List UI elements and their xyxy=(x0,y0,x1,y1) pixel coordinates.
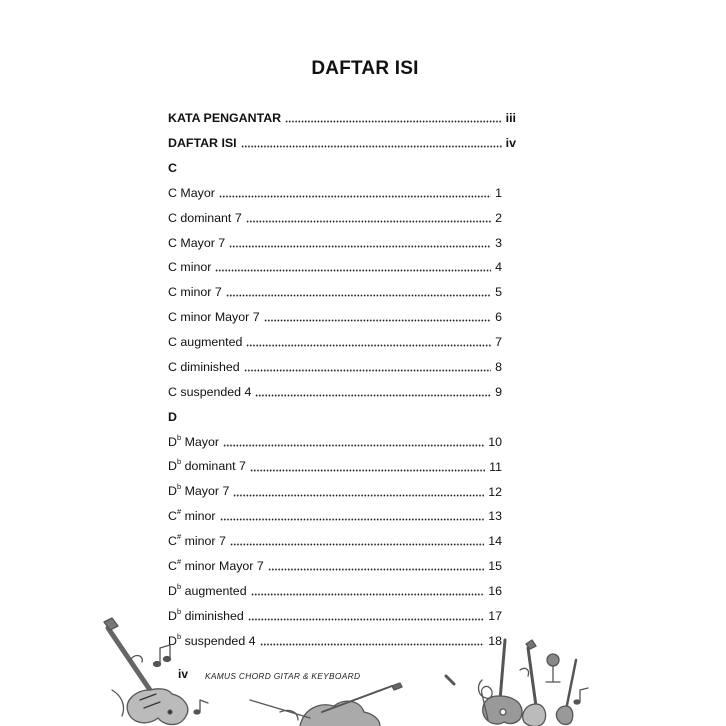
toc-entry xyxy=(168,604,502,624)
chord-root: C xyxy=(168,360,177,374)
violin-icon xyxy=(250,683,402,726)
chord-root: C xyxy=(168,235,177,250)
music-note-icon xyxy=(446,668,588,720)
toc-entry xyxy=(168,106,516,126)
electric-guitar-icon xyxy=(523,640,546,726)
toc-page-number: 13 xyxy=(488,509,502,524)
toc-entry-label xyxy=(168,384,255,400)
chord-quality: minor Mayor 7 xyxy=(184,559,264,574)
chord-accidental: # xyxy=(176,532,182,542)
dot-leader xyxy=(248,608,484,621)
dot-leader xyxy=(226,284,491,297)
dot-leader xyxy=(246,210,491,223)
toc-page-number: iii xyxy=(505,111,516,125)
chord-quality: suspended 4 xyxy=(184,633,256,648)
toc-entry xyxy=(168,305,502,325)
toc-page-number: 15 xyxy=(488,559,502,574)
page-title: DAFTAR ISI xyxy=(311,58,419,79)
toc-page-number: 17 xyxy=(488,609,502,623)
chord-accidental: # xyxy=(176,557,182,567)
toc-entry xyxy=(168,430,502,450)
toc-entry xyxy=(168,255,502,275)
chord-quality: Mayor 7 xyxy=(184,484,230,499)
chord-quality: dominant 7 xyxy=(180,210,242,225)
toc-entry-label xyxy=(168,630,260,649)
toc-page-number: 9 xyxy=(495,384,502,399)
toc-section-heading xyxy=(168,405,516,425)
toc-page-number: 7 xyxy=(495,335,502,350)
toc-entry xyxy=(168,380,502,400)
toc-entry xyxy=(168,355,502,375)
toc-entry-label xyxy=(168,580,251,599)
chord-root: C xyxy=(168,310,177,325)
toc-entry xyxy=(168,206,502,226)
toc-page-number: 10 xyxy=(488,434,502,449)
toc-entry-label xyxy=(168,555,268,574)
chord-root: C xyxy=(168,285,177,300)
dot-leader xyxy=(250,459,485,472)
toc-section-heading xyxy=(168,156,516,176)
microphone-icon xyxy=(546,654,560,682)
chord-quality: dominant 7 xyxy=(184,459,246,474)
dot-leader xyxy=(264,309,492,322)
chord-quality: Mayor 7 xyxy=(180,235,226,250)
dot-leader xyxy=(229,235,491,248)
chord-accidental: # xyxy=(176,507,182,517)
toc-entry xyxy=(168,330,502,350)
chord-quality: minor 7 xyxy=(180,285,222,300)
chord-root: C xyxy=(168,185,177,200)
music-note-icon xyxy=(112,645,208,716)
toc-entry xyxy=(168,629,502,649)
toc-entry xyxy=(168,579,502,599)
toc-page-number: 3 xyxy=(495,235,502,250)
chord-root: D xyxy=(168,584,177,599)
chord-root: C xyxy=(168,335,177,350)
toc-page-number: 12 xyxy=(488,484,502,499)
dot-leader xyxy=(215,259,491,272)
dot-leader xyxy=(244,359,491,372)
chord-accidental: b xyxy=(176,581,182,591)
dot-leader xyxy=(230,533,484,546)
toc-entry xyxy=(168,231,502,251)
toc-page-number: 8 xyxy=(495,360,502,374)
toc-entry xyxy=(168,480,502,500)
toc-entry xyxy=(168,455,502,475)
chord-root: C xyxy=(168,509,177,524)
dot-leader xyxy=(223,434,484,447)
dot-leader xyxy=(233,484,484,497)
toc-entry-label xyxy=(168,185,219,201)
toc-entry-label xyxy=(168,359,244,375)
chord-root: C xyxy=(168,384,177,399)
toc-entry-label xyxy=(168,431,223,450)
toc-page-number: 18 xyxy=(488,633,502,648)
chord-quality: Mayor xyxy=(184,434,220,449)
chord-root: C xyxy=(168,260,177,275)
footer-page-number: iv xyxy=(178,667,189,681)
toc-entry-label xyxy=(168,605,248,624)
toc-entry-label xyxy=(168,309,264,325)
toc-entry-label: C xyxy=(168,160,177,175)
toc-entry-label: DAFTAR ISI xyxy=(168,135,237,150)
dot-leader xyxy=(241,135,502,148)
dot-leader xyxy=(260,633,485,646)
toc-page-number: iv xyxy=(505,135,516,150)
footer-book-title: KAMUS CHORD GITAR & KEYBOARD xyxy=(205,671,361,681)
chord-quality: minor xyxy=(180,260,212,275)
toc-page-number: 1 xyxy=(495,185,502,200)
toc-entry-label xyxy=(168,505,220,524)
toc-entry xyxy=(168,529,502,549)
chord-quality: diminished xyxy=(184,609,244,623)
chord-quality: augmented xyxy=(180,335,243,350)
toc-entry xyxy=(168,504,502,524)
ukulele-icon xyxy=(556,660,576,725)
toc-entry-label xyxy=(168,210,246,226)
toc-page-number: 14 xyxy=(488,534,502,549)
chord-quality: suspended 4 xyxy=(180,384,252,399)
toc-entry-label xyxy=(168,235,229,251)
chord-accidental: b xyxy=(176,457,182,467)
toc-entry xyxy=(168,181,502,201)
dot-leader xyxy=(251,583,485,596)
toc-page-number: 11 xyxy=(489,459,502,474)
dot-leader xyxy=(246,334,491,347)
dot-leader xyxy=(268,558,484,571)
chord-root: D xyxy=(168,484,177,499)
dot-leader xyxy=(220,508,485,521)
chord-root: D xyxy=(168,633,177,648)
chord-root: C xyxy=(168,559,177,574)
dot-leader xyxy=(255,384,491,397)
toc-page-number: 16 xyxy=(488,584,502,599)
chord-quality: minor Mayor 7 xyxy=(180,310,260,325)
chord-root: D xyxy=(168,459,177,474)
toc-entry-label xyxy=(168,455,250,474)
chord-quality: augmented xyxy=(184,584,247,599)
toc-page-number: 2 xyxy=(495,210,502,225)
acoustic-guitar-icon xyxy=(483,640,522,724)
toc-entry-label xyxy=(168,480,233,499)
toc-entry-label: KATA PENGANTAR xyxy=(168,111,282,125)
chord-root: C xyxy=(168,210,177,225)
chord-quality: Mayor xyxy=(180,185,215,200)
toc-page-number: 6 xyxy=(495,310,502,325)
toc-entry xyxy=(168,280,502,300)
toc-page-number: 4 xyxy=(495,260,502,275)
chord-quality: minor 7 xyxy=(184,534,226,549)
toc-entry-label xyxy=(168,530,230,549)
toc-entry-label: D xyxy=(168,409,177,424)
toc-entry-label xyxy=(168,259,215,275)
chord-root: C xyxy=(168,534,177,549)
toc-entry xyxy=(168,131,516,151)
toc-entry-label xyxy=(168,284,226,300)
toc-entry-label xyxy=(168,334,246,350)
chord-accidental: b xyxy=(176,482,182,492)
chord-root: D xyxy=(168,434,177,449)
chord-accidental: b xyxy=(176,432,182,442)
chord-accidental: b xyxy=(176,606,182,616)
chord-quality: diminished xyxy=(180,360,240,374)
toc-entry xyxy=(168,554,502,574)
chord-root: D xyxy=(168,609,177,623)
dot-leader xyxy=(285,110,502,123)
chord-accidental: b xyxy=(176,631,182,641)
dot-leader xyxy=(219,185,491,198)
toc-page-number: 5 xyxy=(495,285,502,300)
chord-quality: minor xyxy=(184,509,216,524)
